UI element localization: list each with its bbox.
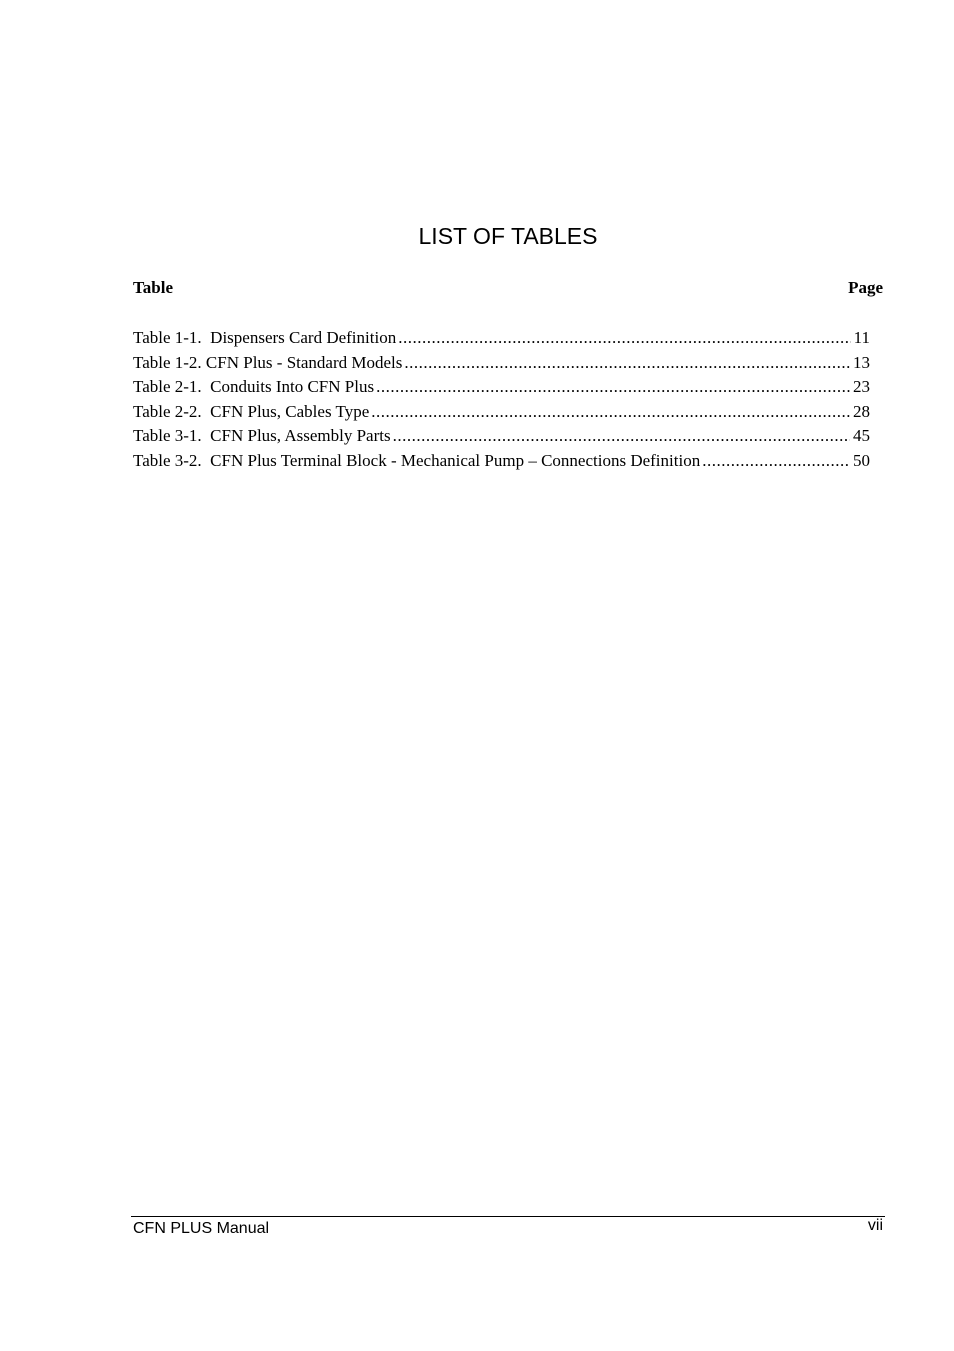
dot-leader xyxy=(371,400,850,425)
toc-entry-label: Table 3-2. CFN Plus Terminal Block - Mechanical Pump – Connections Definition xyxy=(133,450,701,470)
toc-entry-page: 50 xyxy=(853,450,870,470)
footer-page-number: vii xyxy=(867,1217,883,1234)
toc-entry-label: Table 2-2. CFN Plus, Cables Type xyxy=(133,401,370,421)
dot-leader xyxy=(404,351,850,376)
toc-entry-page: 45 xyxy=(853,426,870,446)
toc-entry-label: Table 3-1. CFN Plus, Assembly Parts xyxy=(133,426,391,446)
toc-entry-page: 11 xyxy=(853,328,870,347)
toc-entry[interactable] xyxy=(133,449,870,474)
dot-leader xyxy=(702,449,850,474)
column-header-page: Page xyxy=(848,278,883,297)
toc-entry-page: 23 xyxy=(853,377,870,397)
table-of-contents-list xyxy=(133,326,870,474)
dot-leader xyxy=(398,326,850,351)
toc-entry-label: Table 2-1. Conduits Into CFN Plus xyxy=(133,377,375,397)
toc-entry-page: 28 xyxy=(853,401,870,421)
toc-entry-label: Table 1-2. CFN Plus - Standard Models xyxy=(133,352,403,372)
column-header-table: Table xyxy=(133,278,174,297)
footer-divider xyxy=(131,1216,885,1217)
dot-leader xyxy=(393,424,850,449)
dot-leader xyxy=(376,375,850,400)
toc-entry[interactable] xyxy=(133,326,870,351)
toc-entry-page: 13 xyxy=(853,352,870,372)
toc-entry-label: Table 1-1. Dispensers Card Definition xyxy=(133,328,397,347)
footer-manual-title: CFN PLUS Manual xyxy=(133,1220,270,1237)
toc-entry[interactable] xyxy=(133,351,870,376)
toc-entry[interactable] xyxy=(133,400,870,425)
page-title: LIST OF TABLES xyxy=(418,223,598,249)
toc-entry[interactable] xyxy=(133,424,870,449)
toc-entry[interactable] xyxy=(133,375,870,400)
